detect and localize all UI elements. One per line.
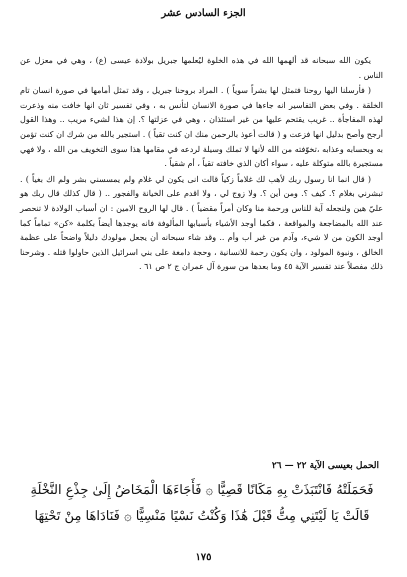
- verse-line: فَحَمَلَتْهُ فَانْتَبَذَتْ بِهِ مَكَانًا قَصِيًّا ۞ فَأَجَاءَهَا الْمَخَاضُ إِلَىٰ جِذْعِ النَّخْلَةِ: [30, 483, 374, 498]
- quran-verse-block: [14, 478, 390, 530]
- commentary-body: [20, 54, 383, 275]
- running-header: الجزء السادس عشر: [161, 8, 246, 19]
- paragraph: يكون الله سبحانه قد ألهمها الله في هذه الخلوة ليُعلمها جبريل بولادة عيسى (ع) ، وهي في معزل عن الناس .: [20, 56, 383, 80]
- paragraph: ( قال انما انا رسول ربك لأهب لك غلاماً زكياً قالت انى يكون لي غلام ولم يمسسني بشر ولم اك بغياً ) . تبشرني بغلام ؟. كيف ؟. ومن أين ؟. ولا زوج لي ، ولا اقدم على الخيانة والفجور .. ( قال كذلك قال ربك هو عليّ هين ولنجعله آية للناس ورحمة منا وكان أمراً مقضياً ) . قال لها الروح الامين : ان أسباب الولادة لا تنحصر عند الله بالمضاجعة والمواقعة ، فكما أوجد الأشياء بأسبابها المألوفة فانه يوجدها أيضاً بكلمة «كن» تماماً كما أوجد الكون من لا شيء، وآدم من غير أب وأم .. وقد شاء سبحانه أن يجعل مولودك دليلاً واضحاً على عظمة الخالق ، ونبوة المولود ، وان يكون رحمة للانسانية ، وحجة دامغة على بني اسرائيل الذين حاولوا قتله . وشرحنا ذلك مفصلاً عند تفسير الآية ٤٥ وما بعدها من سورة آل عمران ج ٢ ص ٦١ .: [20, 174, 383, 272]
- section-heading: الحمل بعيسى الآية ٢٢ — ٢٦: [271, 461, 379, 471]
- paragraph: ( فأرسلنا اليها روحنا فتمثل لها بشراً سوياً ) . المراد بروحنا جبريل ، وقد تمثل أمامها في صورة انسان تام الخلقة . وفي بعض التفاسير انه جاءها في صورة الانسان لتأنس به ، وفي تفسير ثان انها خافت منه وذعرت لهذه المفاجأة .. غريب يقتحم عليها من غير استئذان ، وهي في عزلتها ؟. إن هذا لشيء مريب .. وهذا القول أرجح وأصح بدليل انها فزعت و ( قالت أعوذ بالرحمن منك ان كنت تقياً ) . استجير بالله من شرك ان كنت تؤمن به وبحسابه وعذابه ،تخوّفته من الله لأنها لا تملك وسيلة لردعه في مقامها هذا سوى التخويف من الله ، ولا فهي مستجيرة بالله متوكلة عليه ، سواء أكان الذي خافته تقياً ، أم شقياً .: [20, 86, 383, 169]
- verse-line: قَالَتْ يَا لَيْتَنِي مِتُّ قَبْلَ هَٰذَا وَكُنْتُ نَسْيًا مَنْسِيًّا ۞ فَنَادَاهَا مِنْ تَحْتِهَا: [34, 509, 370, 524]
- page-number: ١٧٥: [195, 552, 212, 563]
